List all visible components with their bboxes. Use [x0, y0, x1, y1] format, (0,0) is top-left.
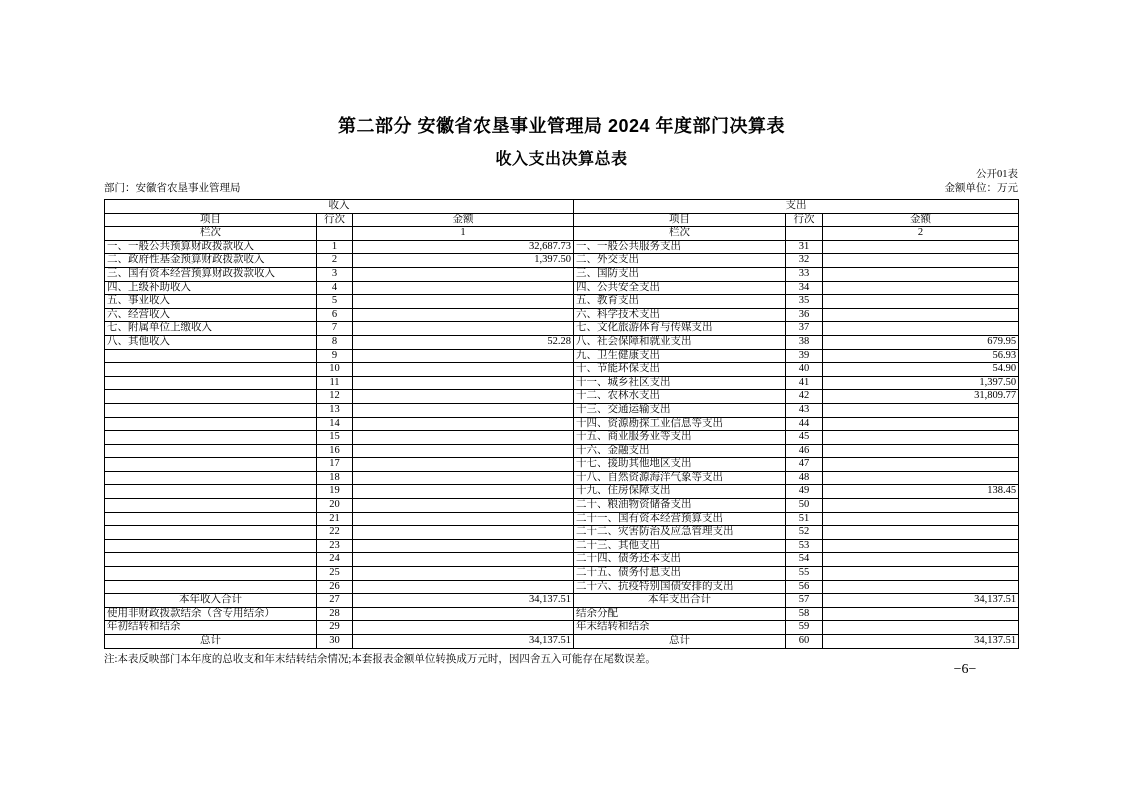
income-amount-cell — [353, 322, 574, 336]
income-item-cell — [105, 553, 317, 567]
income-line-cell: 12 — [317, 390, 353, 404]
expense-item-cell: 结余分配 — [574, 607, 786, 621]
income-amount-cell — [353, 267, 574, 281]
income-item-cell — [105, 417, 317, 431]
income-amount-cell — [353, 403, 574, 417]
income-amount-cell — [353, 621, 574, 635]
expense-amount-cell: 56.93 — [823, 349, 1019, 363]
table-row — [105, 580, 1019, 594]
table-row — [105, 512, 1019, 526]
department-label: 部门：安徽省农垦事业管理局 — [104, 183, 241, 194]
income-item-cell — [105, 580, 317, 594]
income-line-header: 行次 — [317, 213, 353, 227]
income-line-cell: 1 — [317, 240, 353, 254]
expense-amount-cell — [823, 322, 1019, 336]
table-row — [105, 295, 1019, 309]
income-line-cell: 8 — [317, 335, 353, 349]
income-line-cell: 3 — [317, 267, 353, 281]
table-meta-line — [104, 180, 1018, 195]
income-amount-cell: 34,137.51 — [353, 594, 574, 608]
income-amount-cell — [353, 553, 574, 567]
income-line-cell: 11 — [317, 376, 353, 390]
income-amount-cell — [353, 499, 574, 513]
income-line-cell: 21 — [317, 512, 353, 526]
expense-item-cell: 二十四、债务还本支出 — [574, 553, 786, 567]
table-row — [105, 254, 1019, 268]
income-amount-cell — [353, 431, 574, 445]
expense-amount-cell: 31,809.77 — [823, 390, 1019, 404]
income-amount-cell — [353, 308, 574, 322]
expense-item-header: 项目 — [574, 213, 786, 227]
expense-amount-header: 金额 — [823, 213, 1019, 227]
income-line-cell: 30 — [317, 635, 353, 649]
expense-line-cell: 32 — [786, 254, 823, 268]
expense-line-cell: 39 — [786, 349, 823, 363]
expense-item-cell: 九、卫生健康支出 — [574, 349, 786, 363]
income-item-cell: 年初结转和结余 — [105, 621, 317, 635]
expense-line-cell: 40 — [786, 363, 823, 377]
expense-amount-cell — [823, 444, 1019, 458]
expense-line-cell: 54 — [786, 553, 823, 567]
income-item-cell: 七、附属单位上缴收入 — [105, 322, 317, 336]
expense-line-cell: 55 — [786, 567, 823, 581]
table-row — [105, 526, 1019, 540]
table-body — [105, 240, 1019, 648]
income-amount-cell: 1,397.50 — [353, 254, 574, 268]
expense-amount-cell — [823, 254, 1019, 268]
expense-amount-cell — [823, 539, 1019, 553]
income-amount-cell — [353, 417, 574, 431]
expense-line-cell: 43 — [786, 403, 823, 417]
income-amount-cell — [353, 281, 574, 295]
table-row — [105, 390, 1019, 404]
expense-item-cell: 十六、金融支出 — [574, 444, 786, 458]
column-header-row — [105, 213, 1019, 227]
page-subtitle: 收入支出决算总表 — [495, 151, 628, 168]
income-amount-cell — [353, 390, 574, 404]
income-line-cell: 24 — [317, 553, 353, 567]
income-lanci-empty — [317, 227, 353, 241]
table-row — [105, 363, 1019, 377]
expense-line-cell: 60 — [786, 635, 823, 649]
expense-amount-cell — [823, 567, 1019, 581]
expense-lanci-empty — [786, 227, 823, 241]
income-amount-cell — [353, 376, 574, 390]
expense-line-cell: 41 — [786, 376, 823, 390]
table-row — [105, 485, 1019, 499]
expense-amount-cell — [823, 308, 1019, 322]
table-row — [105, 635, 1019, 649]
income-amount-cell: 34,137.51 — [353, 635, 574, 649]
income-amount-cell — [353, 607, 574, 621]
table-row — [105, 607, 1019, 621]
expense-item-cell: 二十二、灾害防治及应急管理支出 — [574, 526, 786, 540]
expense-line-cell: 59 — [786, 621, 823, 635]
table-row — [105, 403, 1019, 417]
income-line-cell: 10 — [317, 363, 353, 377]
income-lanci-label: 栏次 — [105, 227, 317, 241]
income-line-cell: 22 — [317, 526, 353, 540]
expense-amount-cell: 138.45 — [823, 485, 1019, 499]
expense-item-cell: 一、一般公共服务支出 — [574, 240, 786, 254]
expense-item-cell: 十二、农林水支出 — [574, 390, 786, 404]
table-note: 注:本表反映部门本年度的总收支和年末结转结余情况;本套报表金额单位转换成万元时，因四舍五入可能存在尾数误差。 — [104, 654, 656, 665]
expense-line-cell: 50 — [786, 499, 823, 513]
income-line-cell: 25 — [317, 567, 353, 581]
expense-line-cell: 57 — [786, 594, 823, 608]
income-item-header: 项目 — [105, 213, 317, 227]
income-amount-cell — [353, 458, 574, 472]
expense-amount-cell — [823, 281, 1019, 295]
expense-item-cell: 六、科学技术支出 — [574, 308, 786, 322]
expense-amount-cell: 679.95 — [823, 335, 1019, 349]
expense-line-cell: 37 — [786, 322, 823, 336]
income-item-cell — [105, 526, 317, 540]
income-line-cell: 7 — [317, 322, 353, 336]
expense-item-cell: 本年支出合计 — [574, 594, 786, 608]
income-amount-cell — [353, 539, 574, 553]
income-line-cell: 29 — [317, 621, 353, 635]
income-item-cell — [105, 567, 317, 581]
income-amount-cell — [353, 349, 574, 363]
expense-amount-cell — [823, 403, 1019, 417]
expense-line-cell: 56 — [786, 580, 823, 594]
expense-item-cell: 十三、交通运输支出 — [574, 403, 786, 417]
expense-line-cell: 36 — [786, 308, 823, 322]
expense-item-cell: 总计 — [574, 635, 786, 649]
expense-amount-cell — [823, 526, 1019, 540]
expense-amount-cell — [823, 621, 1019, 635]
income-line-cell: 2 — [317, 254, 353, 268]
table-row — [105, 567, 1019, 581]
income-amount-cell — [353, 471, 574, 485]
table-row — [105, 349, 1019, 363]
expense-line-cell: 51 — [786, 512, 823, 526]
page-number: −6− — [953, 662, 977, 677]
expense-item-cell: 五、教育支出 — [574, 295, 786, 309]
expense-item-cell: 四、公共安全支出 — [574, 281, 786, 295]
expense-amount-cell — [823, 471, 1019, 485]
income-amount-cell: 52.28 — [353, 335, 574, 349]
income-item-cell: 二、政府性基金预算财政拨款收入 — [105, 254, 317, 268]
expense-line-header: 行次 — [786, 213, 823, 227]
income-line-cell: 4 — [317, 281, 353, 295]
income-item-cell — [105, 363, 317, 377]
table-row — [105, 240, 1019, 254]
income-item-cell — [105, 444, 317, 458]
income-line-cell: 20 — [317, 499, 353, 513]
expense-lanci-label: 栏次 — [574, 227, 786, 241]
expense-line-cell: 52 — [786, 526, 823, 540]
income-item-cell — [105, 403, 317, 417]
income-item-cell: 八、其他收入 — [105, 335, 317, 349]
income-amount-cell — [353, 526, 574, 540]
expense-item-cell: 二十、粮油物资储备支出 — [574, 499, 786, 513]
table-row — [105, 267, 1019, 281]
income-item-cell: 本年收入合计 — [105, 594, 317, 608]
expense-item-cell: 二十六、抗疫特别国债安排的支出 — [574, 580, 786, 594]
income-line-cell: 26 — [317, 580, 353, 594]
expense-item-cell: 八、社会保障和就业支出 — [574, 335, 786, 349]
income-line-cell: 5 — [317, 295, 353, 309]
expense-amount-cell — [823, 431, 1019, 445]
income-item-cell: 使用非财政拨款结余（含专用结余） — [105, 607, 317, 621]
income-item-cell — [105, 485, 317, 499]
table-code-label: 公开01表 — [976, 169, 1018, 180]
expense-item-cell: 二、外交支出 — [574, 254, 786, 268]
table-row — [105, 458, 1019, 472]
table-row — [105, 308, 1019, 322]
expense-amount-cell: 1,397.50 — [823, 376, 1019, 390]
expense-item-cell: 十八、自然资源海洋气象等支出 — [574, 471, 786, 485]
income-item-cell: 一、一般公共预算财政拨款收入 — [105, 240, 317, 254]
table-row — [105, 322, 1019, 336]
table-row — [105, 539, 1019, 553]
column-number-row — [105, 227, 1019, 241]
expense-line-cell: 48 — [786, 471, 823, 485]
expense-amount-cell — [823, 458, 1019, 472]
income-item-cell: 五、事业收入 — [105, 295, 317, 309]
table-row — [105, 499, 1019, 513]
expense-line-cell: 49 — [786, 485, 823, 499]
expense-amount-cell: 34,137.51 — [823, 635, 1019, 649]
expense-line-cell: 46 — [786, 444, 823, 458]
expense-item-cell: 年末结转和结余 — [574, 621, 786, 635]
income-amount-cell — [353, 512, 574, 526]
table-row — [105, 281, 1019, 295]
income-item-cell — [105, 458, 317, 472]
income-item-cell: 四、上级补助收入 — [105, 281, 317, 295]
expense-amount-cell — [823, 607, 1019, 621]
expense-line-cell: 44 — [786, 417, 823, 431]
expense-line-cell: 45 — [786, 431, 823, 445]
table-row — [105, 553, 1019, 567]
income-line-cell: 14 — [317, 417, 353, 431]
income-item-cell — [105, 349, 317, 363]
income-line-cell: 6 — [317, 308, 353, 322]
income-item-cell — [105, 431, 317, 445]
expense-section-header: 支出 — [574, 200, 1019, 214]
table-row — [105, 376, 1019, 390]
expense-item-cell: 十七、援助其他地区支出 — [574, 458, 786, 472]
expense-line-cell: 34 — [786, 281, 823, 295]
page-title: 第二部分 安徽省农垦事业管理局 2024 年度部门决算表 — [337, 116, 786, 136]
expense-line-cell: 53 — [786, 539, 823, 553]
expense-item-cell: 十、节能环保支出 — [574, 363, 786, 377]
expense-line-cell: 31 — [786, 240, 823, 254]
expense-amount-cell — [823, 295, 1019, 309]
income-amount-cell — [353, 567, 574, 581]
expense-column-number: 2 — [823, 227, 1019, 241]
expense-item-cell: 七、文化旅游体育与传媒支出 — [574, 322, 786, 336]
income-item-cell: 六、经营收入 — [105, 308, 317, 322]
income-line-cell: 13 — [317, 403, 353, 417]
expense-line-cell: 47 — [786, 458, 823, 472]
income-amount-cell — [353, 295, 574, 309]
expense-item-cell: 十九、住房保障支出 — [574, 485, 786, 499]
table-row — [105, 444, 1019, 458]
expense-line-cell: 58 — [786, 607, 823, 621]
expense-line-cell: 42 — [786, 390, 823, 404]
income-item-cell — [105, 390, 317, 404]
income-column-number: 1 — [353, 227, 574, 241]
unit-label: 金额单位：万元 — [944, 183, 1018, 194]
expense-amount-cell — [823, 267, 1019, 281]
income-amount-cell — [353, 580, 574, 594]
expense-amount-cell — [823, 512, 1019, 526]
expense-item-cell: 十四、资源勘探工业信息等支出 — [574, 417, 786, 431]
income-item-cell — [105, 376, 317, 390]
income-line-cell: 23 — [317, 539, 353, 553]
section-header-row — [105, 200, 1019, 214]
income-item-cell — [105, 539, 317, 553]
expense-item-cell: 二十五、债务付息支出 — [574, 567, 786, 581]
expense-amount-cell — [823, 417, 1019, 431]
expense-amount-cell — [823, 240, 1019, 254]
income-item-cell: 总计 — [105, 635, 317, 649]
income-line-cell: 16 — [317, 444, 353, 458]
income-line-cell: 9 — [317, 349, 353, 363]
income-amount-cell — [353, 444, 574, 458]
table-row — [105, 417, 1019, 431]
income-line-cell: 19 — [317, 485, 353, 499]
income-line-cell: 15 — [317, 431, 353, 445]
income-line-cell: 17 — [317, 458, 353, 472]
table-row — [105, 594, 1019, 608]
expense-amount-cell: 54.90 — [823, 363, 1019, 377]
expense-amount-cell — [823, 499, 1019, 513]
income-line-cell: 27 — [317, 594, 353, 608]
table-row — [105, 471, 1019, 485]
income-item-cell: 三、国有资本经营预算财政拨款收入 — [105, 267, 317, 281]
table-row — [105, 621, 1019, 635]
income-amount-cell — [353, 363, 574, 377]
table-row — [105, 335, 1019, 349]
expense-line-cell: 33 — [786, 267, 823, 281]
table-row — [105, 431, 1019, 445]
expense-amount-cell: 34,137.51 — [823, 594, 1019, 608]
income-amount-cell: 32,687.73 — [353, 240, 574, 254]
expense-line-cell: 35 — [786, 295, 823, 309]
expense-amount-cell — [823, 580, 1019, 594]
income-item-cell — [105, 471, 317, 485]
income-line-cell: 28 — [317, 607, 353, 621]
expense-item-cell: 十五、商业服务业等支出 — [574, 431, 786, 445]
expense-item-cell: 十一、城乡社区支出 — [574, 376, 786, 390]
income-item-cell — [105, 499, 317, 513]
expense-line-cell: 38 — [786, 335, 823, 349]
income-line-cell: 18 — [317, 471, 353, 485]
final-accounts-table — [104, 199, 1019, 649]
income-section-header: 收入 — [105, 200, 574, 214]
expense-amount-cell — [823, 553, 1019, 567]
expense-item-cell: 二十三、其他支出 — [574, 539, 786, 553]
income-amount-header: 金额 — [353, 213, 574, 227]
income-amount-cell — [353, 485, 574, 499]
expense-item-cell: 三、国防支出 — [574, 267, 786, 281]
income-item-cell — [105, 512, 317, 526]
expense-item-cell: 二十一、国有资本经营预算支出 — [574, 512, 786, 526]
